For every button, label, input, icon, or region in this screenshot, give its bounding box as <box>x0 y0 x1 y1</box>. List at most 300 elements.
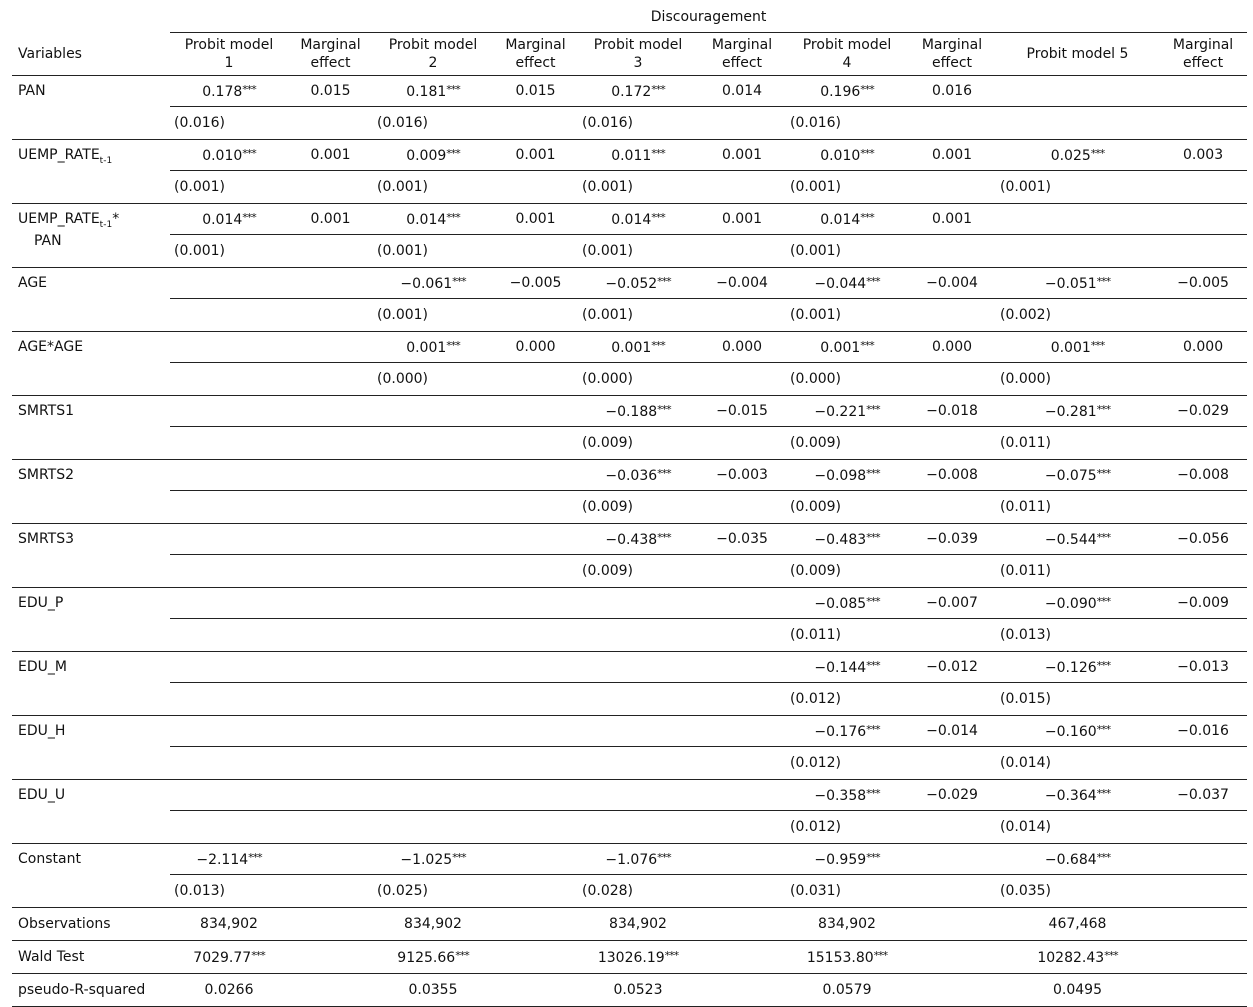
se-cell <box>493 811 578 844</box>
cell-value: −0.036 <box>605 468 658 484</box>
se-cell <box>288 811 373 844</box>
se-cell <box>373 427 493 460</box>
empty-cell <box>493 941 578 974</box>
se-cell <box>908 107 996 140</box>
se-cell <box>493 683 578 716</box>
se-cell <box>373 747 493 780</box>
cell-value: 0.0266 <box>204 982 254 998</box>
se-cell <box>996 875 1159 908</box>
standard-error: (0.001) <box>790 307 842 323</box>
table-row-standard-errors <box>12 107 1247 140</box>
significance-stars: *** <box>657 851 671 864</box>
significance-stars: *** <box>242 211 256 224</box>
value-cell <box>1159 588 1247 619</box>
variable-label: EDU_P <box>18 595 64 611</box>
value-cell <box>1159 780 1247 811</box>
significance-stars: *** <box>651 147 665 160</box>
value-cell <box>908 780 996 811</box>
se-cell <box>908 171 996 204</box>
value-cell <box>698 204 786 235</box>
se-cell <box>493 555 578 588</box>
table-row-standard-errors <box>12 171 1247 204</box>
header-cell <box>170 33 288 76</box>
value-cell <box>493 844 578 875</box>
cell-value: −0.029 <box>1177 403 1229 419</box>
standard-error: (0.012) <box>790 691 842 707</box>
value-cell <box>170 140 288 171</box>
value-cell <box>698 844 786 875</box>
empty-cell <box>1159 941 1247 974</box>
value-cell <box>493 524 578 555</box>
value-cell <box>996 941 1159 974</box>
cell-value: 834,902 <box>200 916 258 932</box>
value-cell <box>288 396 373 427</box>
value-cell <box>373 396 493 427</box>
significance-stars: *** <box>657 403 671 416</box>
se-cell <box>493 171 578 204</box>
cell-value: 0.0495 <box>1053 982 1102 998</box>
value-cell <box>170 716 288 747</box>
standard-error: (0.002) <box>1000 307 1052 323</box>
header-cell <box>786 33 908 76</box>
header-cell <box>1159 33 1247 76</box>
variable-label: EDU_M <box>18 659 67 675</box>
value-cell <box>170 524 288 555</box>
se-cell <box>1159 363 1247 396</box>
value-cell <box>493 780 578 811</box>
se-cell <box>698 683 786 716</box>
se-cell <box>288 299 373 332</box>
value-cell <box>170 941 288 974</box>
cell-value: −0.004 <box>926 275 978 291</box>
value-cell <box>288 76 373 107</box>
cell-value: 834,902 <box>404 916 462 932</box>
value-cell <box>698 396 786 427</box>
se-cell <box>996 747 1159 780</box>
table-row-coefficients <box>12 204 1247 235</box>
variable-name <box>12 844 170 908</box>
significance-stars: *** <box>242 83 256 96</box>
value-cell <box>1159 76 1247 107</box>
value-cell <box>373 268 493 299</box>
se-cell <box>493 747 578 780</box>
se-cell <box>578 683 698 716</box>
se-cell <box>578 171 698 204</box>
value-cell <box>698 268 786 299</box>
cell-value: −0.013 <box>1177 659 1229 675</box>
se-cell <box>578 811 698 844</box>
table-row-coefficients <box>12 460 1247 491</box>
se-cell <box>908 619 996 652</box>
standard-error: (0.001) <box>582 307 634 323</box>
value-cell <box>288 140 373 171</box>
cell-value: 834,902 <box>609 916 667 932</box>
variable-name <box>12 460 170 524</box>
significance-stars: *** <box>1096 723 1111 736</box>
cell-value: −0.014 <box>926 723 978 739</box>
se-cell <box>698 555 786 588</box>
cell-value: −0.012 <box>926 659 978 675</box>
cell-value: 0.001 <box>721 211 763 227</box>
table-row-coefficients <box>12 396 1247 427</box>
value-cell <box>493 396 578 427</box>
se-cell <box>698 235 786 268</box>
se-cell <box>373 363 493 396</box>
cell-value: 0.001 <box>931 211 973 227</box>
se-cell <box>908 427 996 460</box>
header-line-2: 4 <box>842 55 852 71</box>
standard-error: (0.009) <box>582 435 634 451</box>
value-cell <box>373 140 493 171</box>
value-cell <box>493 460 578 491</box>
se-cell <box>786 683 908 716</box>
se-cell <box>493 619 578 652</box>
value-cell <box>698 780 786 811</box>
se-cell <box>698 747 786 780</box>
cell-value: −0.007 <box>926 595 978 611</box>
cell-value: −0.051 <box>1044 276 1097 292</box>
value-cell <box>373 460 493 491</box>
cell-value: −0.037 <box>1177 787 1229 803</box>
header-line-2: 1 <box>224 55 234 71</box>
se-cell <box>170 299 288 332</box>
se-cell <box>578 619 698 652</box>
se-cell <box>786 619 908 652</box>
standard-error: (0.001) <box>174 243 226 259</box>
value-cell <box>170 396 288 427</box>
header-line-1: Marginal <box>505 37 566 53</box>
value-cell <box>786 908 908 941</box>
value-cell <box>373 652 493 683</box>
value-cell <box>698 332 786 363</box>
standard-error: (0.001) <box>377 179 429 195</box>
value-cell <box>908 396 996 427</box>
se-cell <box>698 107 786 140</box>
se-cell <box>578 747 698 780</box>
cell-value: −0.075 <box>1044 468 1097 484</box>
table-row-coefficients <box>12 332 1247 363</box>
value-cell <box>786 588 908 619</box>
value-cell <box>996 588 1159 619</box>
se-cell <box>170 363 288 396</box>
se-cell <box>1159 235 1247 268</box>
cell-value: −0.281 <box>1044 404 1097 420</box>
table-row-standard-errors <box>12 491 1247 524</box>
cell-value: −0.144 <box>814 660 867 676</box>
cell-value: −0.684 <box>1044 852 1097 868</box>
cell-value: 0.001 <box>611 340 652 356</box>
se-cell <box>786 427 908 460</box>
cell-value: 0.000 <box>721 339 763 355</box>
se-cell <box>996 235 1159 268</box>
standard-error: (0.014) <box>1000 755 1052 771</box>
se-cell <box>698 171 786 204</box>
variable-label: SMRTS1 <box>18 403 75 419</box>
value-cell <box>908 140 996 171</box>
value-cell <box>578 780 698 811</box>
se-cell <box>996 811 1159 844</box>
empty-cell <box>288 974 373 1007</box>
se-cell <box>1159 747 1247 780</box>
se-cell <box>786 555 908 588</box>
standard-error: (0.031) <box>790 883 842 899</box>
se-cell <box>908 683 996 716</box>
header-line-1: Marginal <box>921 37 983 53</box>
cell-value: −0.364 <box>1044 788 1097 804</box>
standard-error: (0.000) <box>790 371 842 387</box>
se-cell <box>786 875 908 908</box>
se-cell <box>1159 683 1247 716</box>
standard-error: (0.001) <box>174 179 226 195</box>
standard-error: (0.001) <box>377 307 429 323</box>
significance-stars: *** <box>455 949 469 962</box>
header-line-1: Probit model <box>593 37 683 53</box>
header-line-1: Probit model 5 <box>1026 46 1129 62</box>
cell-value: −2.114 <box>196 852 249 868</box>
significance-stars: *** <box>866 275 880 288</box>
cell-value: −0.005 <box>1177 275 1229 291</box>
value-cell <box>493 140 578 171</box>
value-cell <box>578 396 698 427</box>
header-cell <box>493 33 578 76</box>
empty-cell <box>698 908 786 941</box>
cell-value: 0.0523 <box>613 982 663 998</box>
se-cell <box>373 811 493 844</box>
value-cell <box>170 652 288 683</box>
se-cell <box>493 491 578 524</box>
value-cell <box>698 588 786 619</box>
header-line-1: Marginal <box>711 37 773 53</box>
value-cell <box>996 780 1159 811</box>
cell-value: −0.090 <box>1044 596 1097 612</box>
variable-label: EDU_U <box>18 787 66 803</box>
value-cell <box>373 524 493 555</box>
value-cell <box>996 140 1159 171</box>
value-cell <box>493 332 578 363</box>
standard-error: (0.001) <box>790 243 842 259</box>
cell-value: 0.014 <box>721 83 763 99</box>
significance-stars: *** <box>860 147 874 160</box>
se-cell <box>288 619 373 652</box>
se-cell <box>493 299 578 332</box>
se-cell <box>170 171 288 204</box>
se-cell <box>373 235 493 268</box>
standard-error: (0.000) <box>582 371 634 387</box>
value-cell <box>996 524 1159 555</box>
cell-value: 7029.77 <box>193 950 252 966</box>
standard-error: (0.016) <box>582 115 634 131</box>
table-row-standard-errors <box>12 555 1247 588</box>
value-cell <box>170 268 288 299</box>
cell-value: 0.000 <box>515 339 556 355</box>
se-cell <box>1159 875 1247 908</box>
significance-stars: *** <box>1096 787 1111 800</box>
cell-value: 0.196 <box>820 84 861 100</box>
standard-error: (0.001) <box>790 179 842 195</box>
cell-value: −0.015 <box>716 403 768 419</box>
value-cell <box>786 974 908 1007</box>
se-cell <box>373 683 493 716</box>
variable-name <box>12 396 170 460</box>
significance-stars: *** <box>452 851 466 864</box>
se-cell <box>908 747 996 780</box>
value-cell <box>578 652 698 683</box>
se-cell <box>493 427 578 460</box>
cell-value: 15153.80 <box>806 950 874 966</box>
se-cell <box>373 107 493 140</box>
cell-value: −0.959 <box>814 852 867 868</box>
cell-value: −0.003 <box>716 467 768 483</box>
variable-label: SMRTS3 <box>18 531 75 547</box>
cell-value: −0.544 <box>1044 532 1097 548</box>
variable-name <box>12 780 170 844</box>
cell-value: −0.160 <box>1044 724 1097 740</box>
value-cell <box>578 844 698 875</box>
value-cell <box>288 780 373 811</box>
value-cell <box>1159 652 1247 683</box>
se-cell <box>786 107 908 140</box>
standard-error: (0.009) <box>582 499 634 515</box>
cell-value: 0.015 <box>515 83 556 99</box>
variable-label: EDU_H <box>18 723 66 739</box>
variable-name <box>12 268 170 332</box>
variable-name <box>12 716 170 780</box>
se-cell <box>170 235 288 268</box>
cell-value: 0.001 <box>515 211 556 227</box>
se-cell <box>996 427 1159 460</box>
cell-value: −0.358 <box>814 788 867 804</box>
table-row-coefficients <box>12 780 1247 811</box>
standard-error: (0.009) <box>582 563 634 579</box>
se-cell <box>373 491 493 524</box>
se-cell <box>786 747 908 780</box>
significance-stars: *** <box>446 147 460 160</box>
value-cell <box>786 941 908 974</box>
cell-value: −0.029 <box>926 787 978 803</box>
cell-value: −0.008 <box>1177 467 1229 483</box>
significance-stars: *** <box>664 949 679 962</box>
value-cell <box>170 908 288 941</box>
significance-stars: *** <box>248 851 262 864</box>
value-cell <box>996 76 1159 107</box>
se-cell <box>170 491 288 524</box>
regression-table <box>12 2 1247 1007</box>
significance-stars: *** <box>873 949 888 962</box>
value-cell <box>493 716 578 747</box>
significance-stars: *** <box>866 531 880 544</box>
significance-stars: *** <box>1096 403 1111 416</box>
significance-stars: *** <box>866 787 880 800</box>
cell-value: 9125.66 <box>397 950 456 966</box>
value-cell <box>1159 716 1247 747</box>
variable-name <box>12 140 170 204</box>
significance-stars: *** <box>251 949 265 962</box>
se-cell <box>908 811 996 844</box>
cell-value: −0.035 <box>716 531 768 547</box>
value-cell <box>908 652 996 683</box>
se-cell <box>288 875 373 908</box>
empty-cell <box>1159 908 1247 941</box>
value-cell <box>1159 268 1247 299</box>
se-cell <box>288 491 373 524</box>
se-cell <box>578 235 698 268</box>
variable-label: SMRTS2 <box>18 467 75 483</box>
header-line-2: effect <box>1183 55 1224 71</box>
se-cell <box>493 363 578 396</box>
table-row-coefficients <box>12 716 1247 747</box>
cell-value: −0.005 <box>509 275 562 291</box>
se-cell <box>170 747 288 780</box>
statistic-label: pseudo-R-squared <box>12 974 170 1007</box>
header-cell <box>578 33 698 76</box>
cell-value: 0.178 <box>202 84 243 100</box>
cell-value: −0.188 <box>605 404 658 420</box>
se-cell <box>493 107 578 140</box>
value-cell <box>493 652 578 683</box>
value-cell <box>578 332 698 363</box>
significance-stars: *** <box>1096 531 1111 544</box>
se-cell <box>1159 491 1247 524</box>
variable-name <box>12 588 170 652</box>
standard-error: (0.012) <box>790 819 842 835</box>
value-cell <box>288 652 373 683</box>
standard-error: (0.009) <box>790 435 842 451</box>
value-cell <box>170 588 288 619</box>
value-cell <box>996 844 1159 875</box>
standard-error: (0.011) <box>1000 499 1052 515</box>
significance-stars: *** <box>860 339 874 352</box>
se-cell <box>288 363 373 396</box>
table-row-standard-errors <box>12 683 1247 716</box>
se-cell <box>170 683 288 716</box>
value-cell <box>493 76 578 107</box>
value-cell <box>908 204 996 235</box>
significance-stars: *** <box>657 531 671 544</box>
value-cell <box>908 588 996 619</box>
significance-stars: *** <box>242 147 256 160</box>
value-cell <box>908 844 996 875</box>
value-cell <box>996 268 1159 299</box>
value-cell <box>493 268 578 299</box>
value-cell <box>1159 396 1247 427</box>
cell-value: 0.015 <box>310 83 351 99</box>
value-cell <box>996 908 1159 941</box>
se-cell <box>1159 811 1247 844</box>
header-row <box>12 33 1247 76</box>
cell-value: −0.008 <box>926 467 978 483</box>
cell-value: −0.483 <box>814 532 867 548</box>
standard-error: (0.015) <box>1000 691 1052 707</box>
empty-cell <box>493 974 578 1007</box>
se-cell <box>288 171 373 204</box>
empty-cell <box>908 908 996 941</box>
se-cell <box>170 555 288 588</box>
value-cell <box>578 204 698 235</box>
se-cell <box>1159 427 1247 460</box>
significance-stars: *** <box>1090 147 1105 160</box>
se-cell <box>578 299 698 332</box>
header-line-2: effect <box>721 55 763 71</box>
se-cell <box>908 491 996 524</box>
se-cell <box>578 107 698 140</box>
standard-error: (0.013) <box>174 883 226 899</box>
se-cell <box>996 299 1159 332</box>
se-cell <box>373 171 493 204</box>
value-cell <box>786 268 908 299</box>
value-cell <box>786 652 908 683</box>
cell-value: −0.438 <box>605 532 658 548</box>
cell-value: −0.056 <box>1177 531 1229 547</box>
